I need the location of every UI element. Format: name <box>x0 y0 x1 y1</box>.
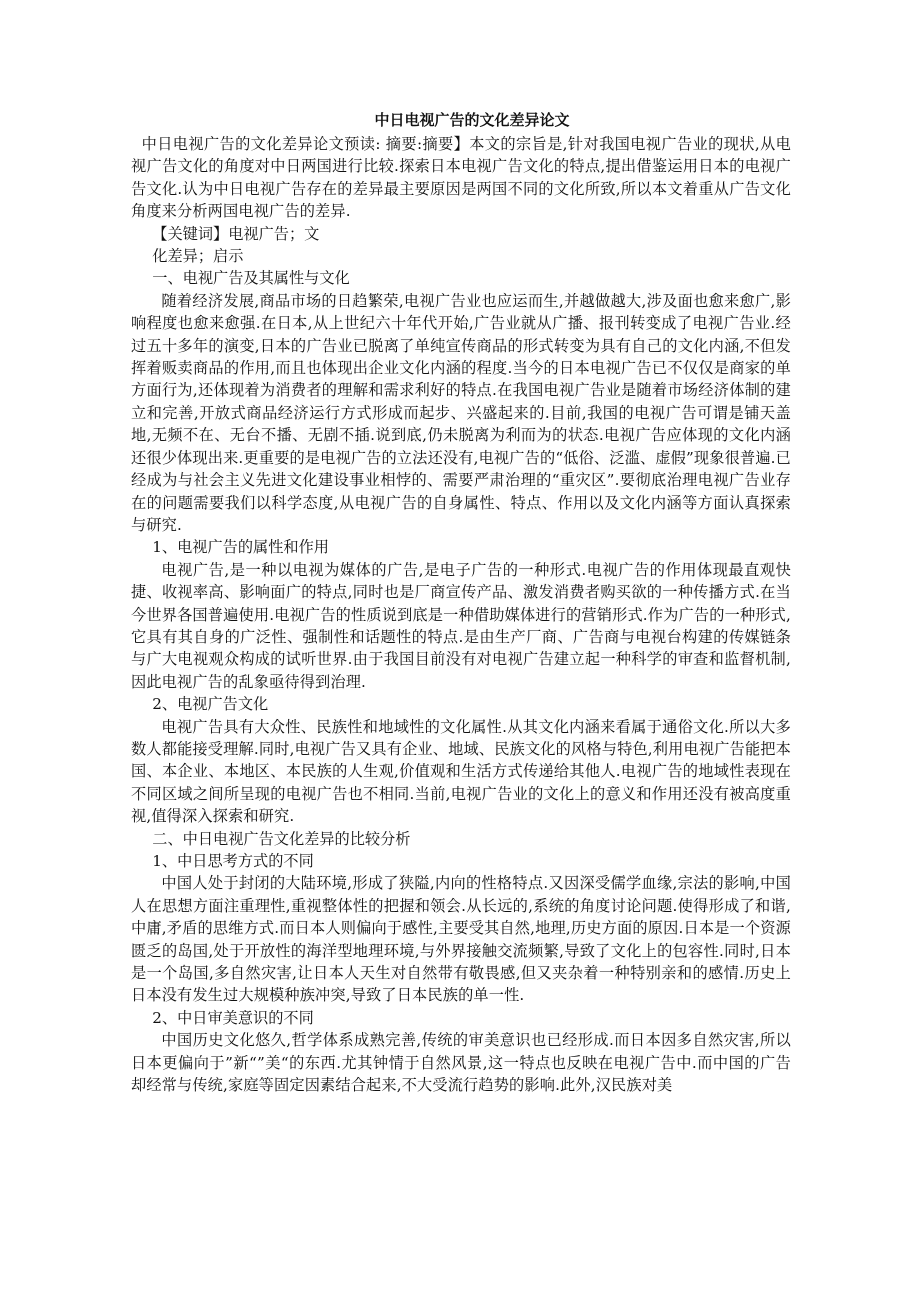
keywords-line: 【关键词】电视广告；文 <box>152 224 320 243</box>
subsection-heading: 2、电视广告文化 <box>152 695 269 714</box>
document-title: 中日电视广告的文化差异论文 <box>374 111 570 129</box>
keywords-line-continued: 化差异；启示 <box>152 247 244 266</box>
subsection-heading: 1、中日思考方式的不同 <box>152 852 314 870</box>
subsection-heading: 1、电视广告的属性和作用 <box>152 538 329 557</box>
body-paragraph: 中国人处于封闭的大陆环境,形成了狭隘,内向的性格特点.又因深受儒学血缘,宗法的影响,中国人在思想方面注重理性,重视整体性的把握和领会.从长远的,系统的角度讨论问题.使得形成了和谐,中庸,矛盾的思维方式.而日本人则偏向于感性,主要受其自然,地理,历史方面的原因.日本是一个资源匮乏的岛国,处于开放性的海洋型地理环境,与外界接触交流频繁,导致了文化上的包容性.同时,日本是一个岛国,多自然灾害,让日本人天生对自然带有敬畏感,但又夹杂着一种特别亲和的感情.历史上日本没有发生过大规模种族冲突,导致了日本民族的单一性. <box>131 874 791 1005</box>
document-page <box>131 107 791 1096</box>
body-paragraph: 中国历史文化悠久,哲学体系成熟完善,传统的审美意识也已经形成.而日本因多自然灾害,所以日本更偏向于”新“”美“的东西.尤其钟情于自然风景,这一特点也反映在电视广告中.而中国的广告却经常与传统,家庭等固定因素结合起来,不大受流行趋势的影响.此外,汉民族对美 <box>131 1031 791 1095</box>
section-heading: 二、中日电视广告文化差异的比较分析 <box>152 829 411 848</box>
subsection-heading: 2、中日审美意识的不同 <box>152 1008 314 1027</box>
section-heading: 一、电视广告及其属性与文化 <box>152 269 350 288</box>
body-paragraph: 电视广告具有大众性、民族性和地域性的文化属性.从其文化内涵来看属于通俗文化.所以大多数人都能接受理解.同时,电视广告又具有企业、地域、民族文化的风格与特色,利用电视广告能把本国、本企业、本地区、本民族的人生观,价值观和生活方式传递给其他人.电视广告的地域性表现在不同区域之间所呈现的电视广告也不相同.当前,电视广告业的文化上的意义和作用还没有被高度重视,值得深入探索和研究. <box>131 717 791 826</box>
abstract-paragraph: 中日电视广告的文化差异论文预读: 摘要:摘要】本文的宗旨是,针对我国电视广告业的现状,从电视广告文化的角度对中日两国进行比较.探索日本电视广告文化的特点,提出借鉴运用日本的电视广告文化.认为中日电视广告存在的差异最主要原因是两国不同的文化所致,所以本文着重从广告文化角度来分析两国电视广告的差异. <box>131 135 791 221</box>
body-paragraph: 随着经济发展,商品市场的日趋繁荣,电视广告业也应运而生,并越做越大,涉及面也愈来愈广,影响程度也愈来愈强.在日本,从上世纪六十年代开始,广告业就从广播、报刊转变成了电视广告业.经过五十多年的演变,日本的广告业已脱离了单纯宣传商品的形式转变为具有自己的文化内涵,不但发挥着贩卖商品的作用,而且也体现出企业文化内涵的程度.当今的日本电视广告已不仅仅是商家的单方面行为,还体现着为消费者的理解和需求利好的特点.在我国电视广告业是随着市场经济体制的建立和完善,开放式商品经济运行方式形成而起步、兴盛起来的.目前,我国的电视广告可谓是铺天盖地,无频不在、无台不播、无剧不插.说到底,仍未脱离为利而为的状态.电视广告应体现的文化内涵还很少体现出来.更重要的是电视广告的立法还没有,电视广告的“低俗、泛滥、虚假”现象很普遍.已经成为与社会主义先进文化建设事业相悖的、需要严肃治理的“重灾区”.要彻底治理电视广告业存在的问题需要我们以科学态度,从电视广告的自身属性、特点、作用以及文化内涵等方面认真探索与研究. <box>131 291 791 534</box>
body-paragraph: 电视广告,是一种以电视为媒体的广告,是电子广告的一种形式.电视广告的作用体现最直观快捷、收视率高、影响面广的特点,同时也是厂商宣传产品、激发消费者购买欲的一种传播方式.在当今世界各国普遍使用.电视广告的性质说到底是一种借助媒体进行的营销形式.作为广告的一种形式,它具有其自身的广泛性、强制性和话题性的特点.是由生产厂商、广告商与电视台构建的传媒链条与广大电视观众构成的试听世界.由于我国目前没有对电视广告建立起一种科学的审查和监督机制,因此电视广告的乱象亟待得到治理. <box>131 560 791 691</box>
